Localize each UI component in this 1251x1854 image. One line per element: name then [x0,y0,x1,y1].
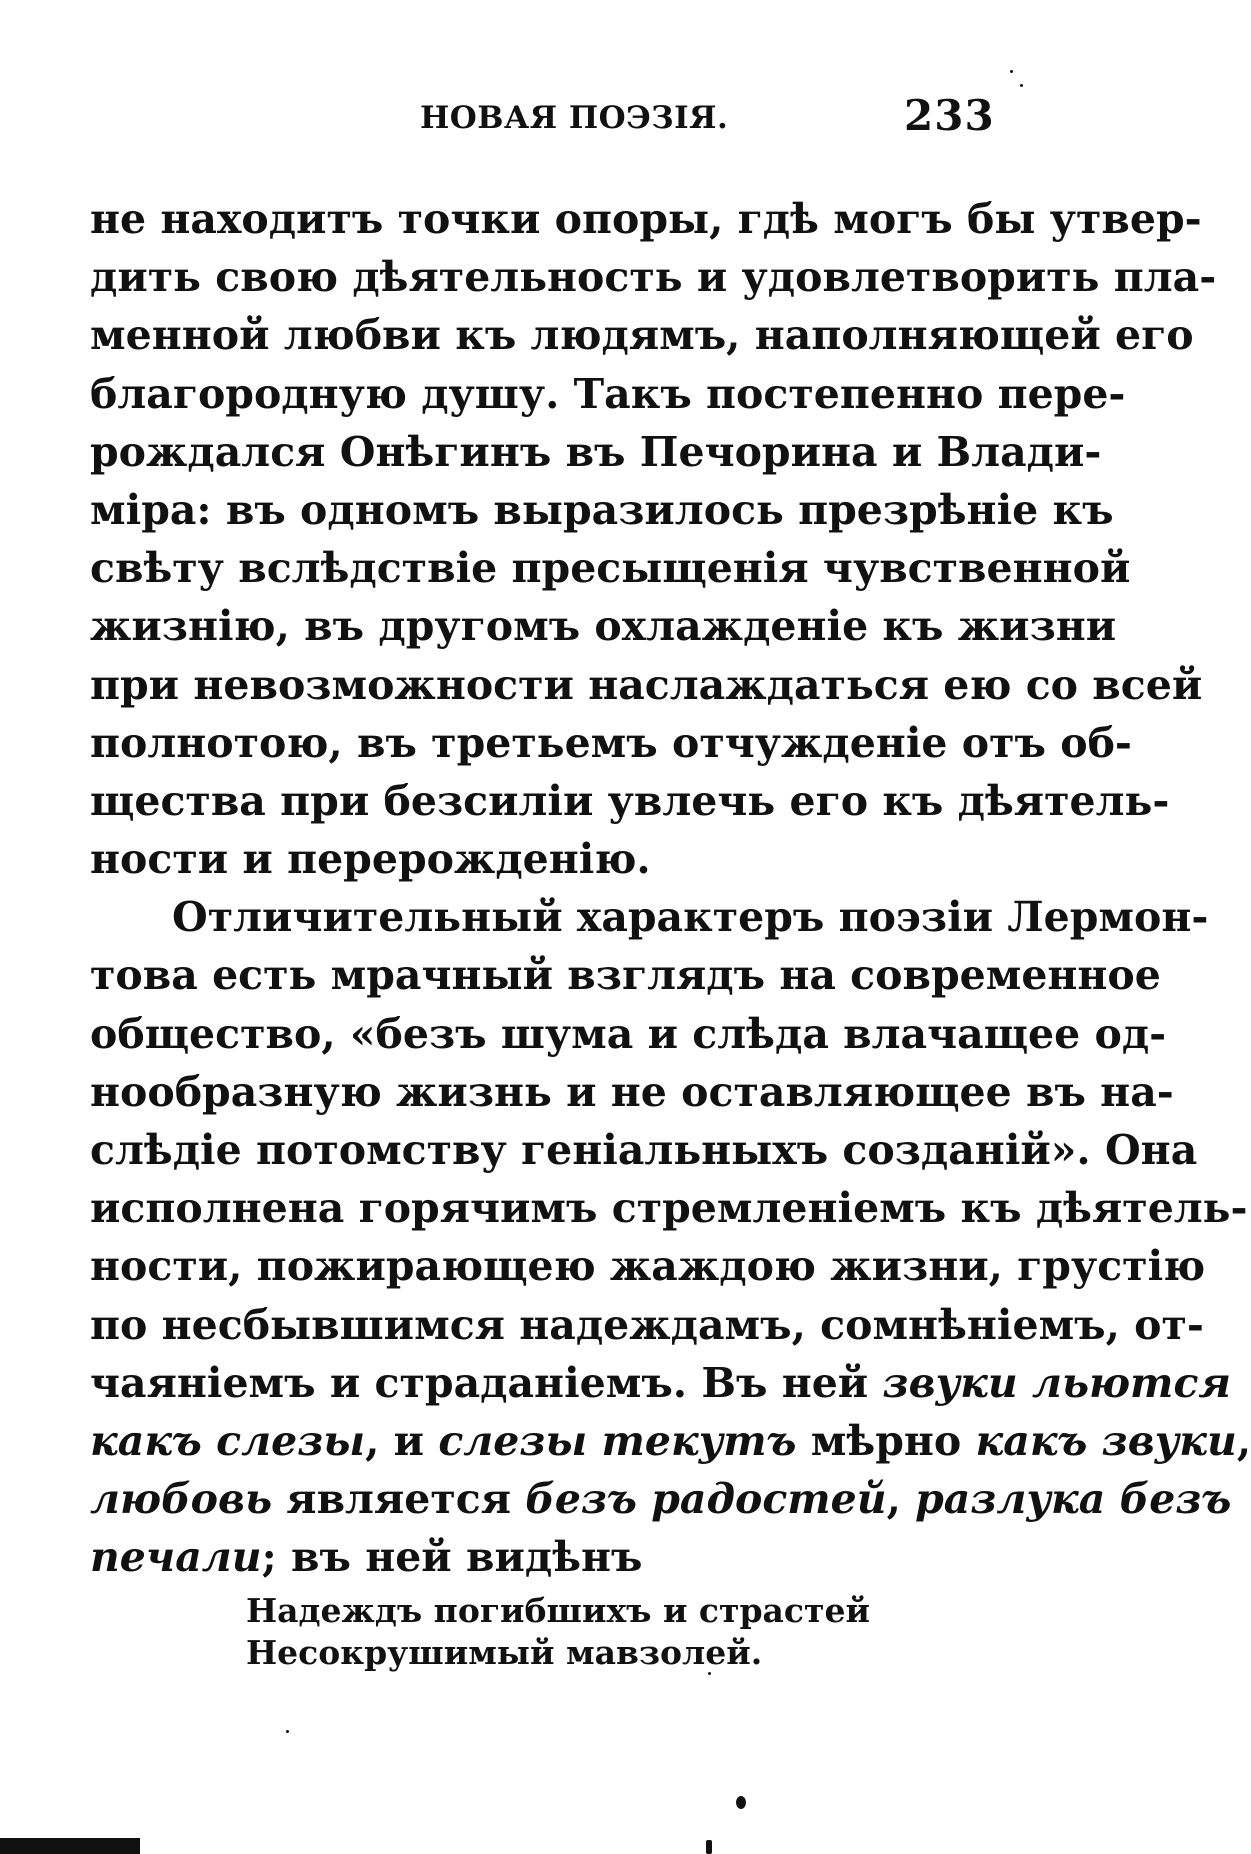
italic-segment: печали [90,1533,262,1582]
italic-segment: любовь [90,1475,272,1524]
text-line [90,539,1131,597]
text-line [90,365,1126,423]
ink-speck [1010,70,1013,73]
page-number: 233 [904,91,995,140]
text-segment: чаяніемъ и страданіемъ. Въ ней [90,1358,883,1407]
italic-segment: какъ слезы [90,1416,366,1465]
italic-segment: какъ звуки [975,1416,1237,1465]
text-line [90,772,1170,830]
text-line [90,714,1132,772]
text-segment: , [886,1475,916,1524]
text-segment: свѣту вслѣдствіе пресыщенія чувственной [90,544,1131,593]
text-segment: благородную душу. Такъ постепенно пере- [90,369,1126,418]
body-text [90,190,1251,1587]
text-segment: дить свою дѣятельность и удовлетворить пла- [90,253,1217,302]
paragraph-start-line [90,888,1209,946]
text-segment: ности и перерожденію. [90,835,651,884]
paragraph-end-line [90,830,980,888]
text-line [90,1063,1174,1121]
text-segment: является [272,1475,526,1524]
ink-speck [736,1796,746,1809]
text-segment: по несбывшимся надеждамъ, сомнѣніемъ, от- [90,1300,1204,1349]
text-line [90,1354,1232,1412]
ink-speck [286,1730,289,1733]
text-line [90,248,1217,306]
text-line [90,1237,1206,1295]
text-segment: общество, «безъ шума и слѣда влачащее од- [90,1009,1167,1058]
text-line [90,1179,1248,1237]
text-segment: това есть мрачный взглядъ на современное [90,951,1161,1000]
running-title: НОВАЯ ПОЭЗІЯ. [420,100,729,136]
ink-speck [1020,84,1023,87]
text-line [90,1412,1251,1470]
paragraph-end-line [90,1528,980,1586]
italic-segment: безъ радостей [525,1475,887,1524]
text-line [90,946,1161,1004]
italic-segment: слезы текутъ [438,1416,797,1465]
text-segment: при невозможности наслаждаться ею со всей [90,660,1203,709]
text-segment: нообразную жизнь и не оставляющее въ на- [90,1067,1174,1116]
text-line [90,1296,1204,1354]
ink-speck [706,1840,712,1854]
text-segment: полнотою, въ третьемъ отчужденіе отъ об- [90,718,1132,767]
text-segment: жизнію, въ другомъ охлажденіе къ жизни [90,602,1117,651]
text-line [90,656,1203,714]
text-line [90,1470,1232,1528]
text-segment: , и [365,1416,439,1465]
text-line [90,423,1102,481]
text-segment: не находитъ точки опоры, гдѣ могъ бы утвер- [90,195,1202,243]
text-segment: ; въ ней видѣнъ [261,1533,643,1582]
italic-segment: разлука безъ [915,1475,1232,1524]
text-segment: міра: въ одномъ выразилось презрѣніе къ [90,485,1114,534]
text-segment: ности, пожирающею жаждою жизни, грустію [90,1242,1206,1291]
text-segment: исполнена горячимъ стремленіемъ къ дѣятель- [90,1184,1248,1233]
text-line [90,481,1114,539]
text-segment: менной любви къ людямъ, наполняющей его [90,311,1194,360]
text-segment: слѣдіе потомству геніальныхъ созданій». Она [90,1126,1198,1174]
text-segment: Отличительный характеръ поэзіи Лермон- [172,893,1209,942]
text-line [90,597,1117,655]
text-line [90,306,1194,364]
text-segment: мѣрно [796,1416,976,1465]
text-segment: , [1236,1416,1251,1465]
italic-segment: звуки льются [882,1358,1232,1407]
text-line [90,1005,1167,1063]
verse-quotation [246,1590,870,1674]
text-segment: рождался Онѣгинъ въ Печорина и Влади- [90,427,1102,476]
text-line [90,1121,1198,1179]
verse-line: Несокрушимый мавзолей. [246,1633,763,1672]
ink-speck [708,1672,711,1675]
text-segment: щества при безсиліи увлечь его къ дѣятель- [90,776,1170,825]
text-line [90,190,1202,248]
verse-line: Надеждъ погибшихъ и страстей [246,1591,870,1630]
scan-edge-mark [0,1838,140,1854]
